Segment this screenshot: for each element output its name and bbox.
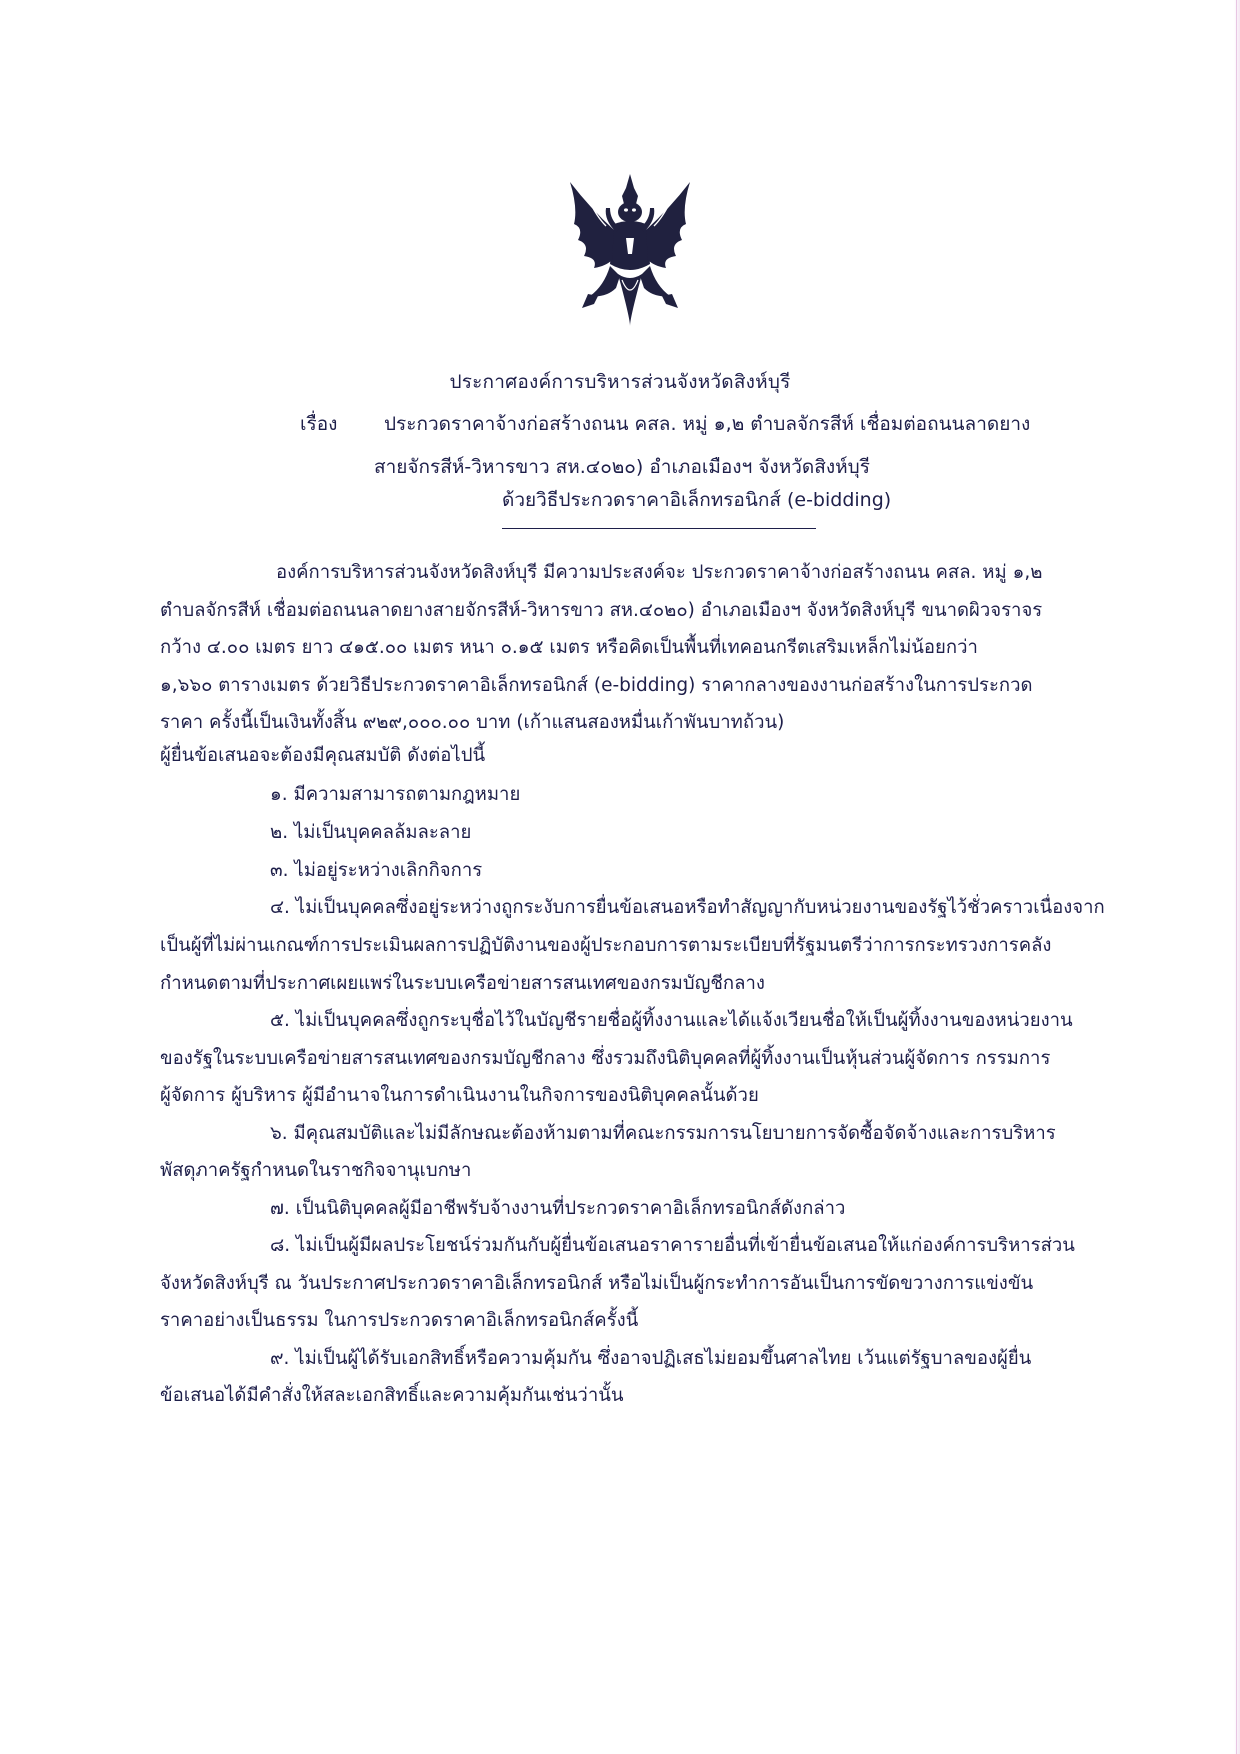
page-edge: [1234, 0, 1240, 1754]
page-edge-line: [1236, 0, 1237, 1754]
subject-line: ด้วยวิธีประกวดราคาอิเล็กทรอนิกส์ (e-bidding): [502, 489, 892, 511]
garuda-emblem-icon: [560, 168, 700, 330]
qualification-item-cont: จังหวัดสิงห์บุรี ณ วันประกาศประกวดราคาอิเล็กทรอนิกส์ หรือไม่เป็นผู้กระทำการอันเป็นการขัดขวางการแข่งขัน: [160, 1273, 1034, 1294]
qualification-item: ๙. ไม่เป็นผู้ได้รับเอกสิทธิ์หรือความคุ้มกัน ซึ่งอาจปฏิเสธไม่ยอมขึ้นศาลไทย เว้นแต่รัฐบาลของผู้ยื่น: [270, 1348, 1032, 1369]
paragraph-line: ผู้ยื่นข้อเสนอจะต้องมีคุณสมบัติ ดังต่อไปนี้: [160, 745, 486, 766]
qualification-item: ๓. ไม่อยู่ระหว่างเลิกกิจการ: [270, 860, 483, 881]
paragraph-line: ราคา ครั้งนี้เป็นเงินทั้งสิ้น ๙๒๙,๐๐๐.๐๐ บาท (เก้าแสนสองหมื่นเก้าพันบาทถ้วน): [160, 712, 785, 733]
subject-line: ประกวดราคาจ้างก่อสร้างถนน คสล. หมู่ ๑,๒ ตำบลจักรสีห์ เชื่อมต่อถนนลาดยาง: [384, 413, 1031, 435]
paragraph-line: กว้าง ๔.๐๐ เมตร ยาว ๔๑๕.๐๐ เมตร หนา ๐.๑๕ เมตร หรือคิดเป็นพื้นที่เทคอนกรีตเสริมเหล็กไม่น้อยกว่า: [160, 637, 978, 658]
paragraph-line: องค์การบริหารส่วนจังหวัดสิงห์บุรี มีความประสงค์จะ ประกวดราคาจ้างก่อสร้างถนน คสล. หมู่ ๑,๒: [276, 562, 1043, 583]
document-title: ประกาศองค์การบริหารส่วนจังหวัดสิงห์บุรี: [449, 371, 791, 393]
qualification-item-cont: ผู้จัดการ ผู้บริหาร ผู้มีอำนาจในการดำเนินงานในกิจการของนิติบุคคลนั้นด้วย: [160, 1085, 759, 1106]
qualification-item-cont: เป็นผู้ที่ไม่ผ่านเกณฑ์การประเมินผลการปฏิบัติงานของผู้ประกอบการตามระเบียบที่รัฐมนตรีว่าการกระทรวงการคลัง: [160, 935, 1052, 956]
qualification-item-cont: พัสดุภาครัฐกำหนดในราชกิจจานุเบกษา: [160, 1160, 472, 1181]
qualification-item: ๗. เป็นนิติบุคคลผู้มีอาชีพรับจ้างงานที่ประกวดราคาอิเล็กทรอนิกส์ดังกล่าว: [270, 1198, 846, 1219]
qualification-item-cont: ราคาอย่างเป็นธรรม ในการประกวดราคาอิเล็กทรอนิกส์ครั้งนี้: [160, 1310, 639, 1331]
paragraph-line: ตำบลจักรสีห์ เชื่อมต่อถนนลาดยางสายจักรสีห์-วิหารขาว สห.๔๐๒๐) อำเภอเมืองฯ จังหวัดสิงห์บุรี ขนาดผิวจราจร: [160, 600, 1043, 621]
header-divider: [502, 528, 816, 529]
qualification-item: ๔. ไม่เป็นบุคคลซึ่งอยู่ระหว่างถูกระงับการยื่นข้อเสนอหรือทำสัญญากับหน่วยงานของรัฐไว้ชั่วคราวเนื่องจาก: [270, 897, 1105, 918]
subject-label: เรื่อง: [300, 413, 338, 435]
paragraph-line: ๑,๖๖๐ ตารางเมตร ด้วยวิธีประกวดราคาอิเล็กทรอนิกส์ (e-bidding) ราคากลางของงานก่อสร้างในการประกวด: [160, 675, 1033, 696]
qualification-item: ๒. ไม่เป็นบุคคลล้มละลาย: [270, 822, 472, 843]
subject-line: สายจักรสีห์-วิหารขาว สห.๔๐๒๐) อำเภอเมืองฯ จังหวัดสิงห์บุรี: [374, 456, 870, 478]
qualification-item: ๕. ไม่เป็นบุคคลซึ่งถูกระบุชื่อไว้ในบัญชีรายชื่อผู้ทิ้งงานและได้แจ้งเวียนชื่อให้เป็นผู้ทิ้งงานของหน่วยงาน: [270, 1010, 1073, 1031]
qualification-item: ๖. มีคุณสมบัติและไม่มีลักษณะต้องห้ามตามที่คณะกรรมการนโยบายการจัดซื้อจัดจ้างและการบริหาร: [270, 1123, 1056, 1144]
qualification-item: ๘. ไม่เป็นผู้มีผลประโยชน์ร่วมกันกับผู้ยื่นข้อเสนอราคารายอื่นที่เข้ายื่นข้อเสนอให้แก่องค์การบริหารส่วน: [270, 1235, 1075, 1256]
qualification-item-cont: ข้อเสนอได้มีคำสั่งให้สละเอกสิทธิ์และความคุ้มกันเช่นว่านั้น: [160, 1385, 624, 1406]
qualification-item: ๑. มีความสามารถตามกฎหมาย: [270, 784, 521, 805]
qualification-item-cont: กำหนดตามที่ประกาศเผยแพร่ในระบบเครือข่ายสารสนเทศของกรมบัญชีกลาง: [160, 973, 765, 994]
qualification-item-cont: ของรัฐในระบบเครือข่ายสารสนเทศของกรมบัญชีกลาง ซึ่งรวมถึงนิติบุคคลที่ผู้ทิ้งงานเป็นหุ้นส่วนผู้จัดการ กรรมการ: [160, 1048, 1051, 1069]
